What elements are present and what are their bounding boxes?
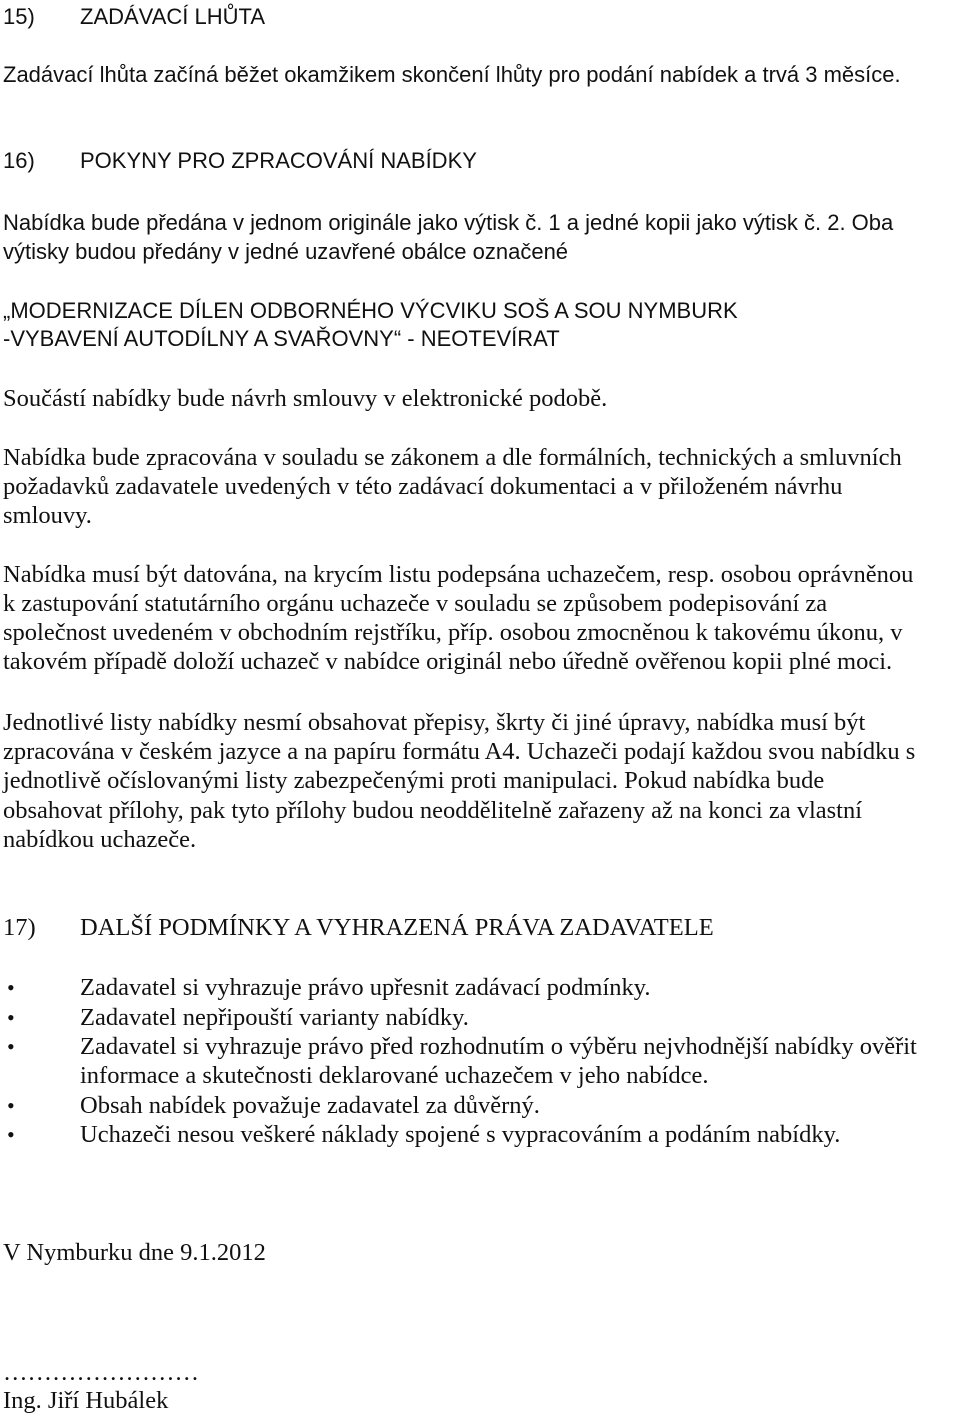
section-number: 17) xyxy=(3,914,36,941)
bullet-icon: • xyxy=(7,1034,15,1059)
bullet-icon: • xyxy=(7,1122,15,1147)
paragraph-line: smlouvy. xyxy=(3,502,92,529)
paragraph-line: nabídkou uchazeče. xyxy=(3,826,197,853)
list-item: Uchazeči nesou veškeré náklady spojené s vypracováním a podáním nabídky. xyxy=(80,1121,841,1148)
paragraph-line: společnost uvedeném v obchodním rejstříku, příp. osobou zmocněnou k takovému úkonu, v xyxy=(3,619,903,646)
envelope-label-line: „MODERNIZACE DÍLEN ODBORNÉHO VÝCVIKU SOŠ A SOU NYMBURK xyxy=(3,298,738,323)
list-item: Zadavatel si vyhrazuje právo upřesnit zadávací podmínky. xyxy=(80,974,651,1001)
section-title: DALŠÍ PODMÍNKY A VYHRAZENÁ PRÁVA ZADAVATELE xyxy=(80,914,714,941)
paragraph-line: Nabídka bude zpracována v souladu se zákonem a dle formálních, technických a smluvních xyxy=(3,444,902,471)
section-number: 15) xyxy=(3,4,35,29)
list-item: Zadavatel nepřipouští varianty nabídky. xyxy=(80,1004,469,1031)
section-title: ZADÁVACÍ LHŮTA xyxy=(80,4,265,29)
envelope-label-line: -VYBAVENÍ AUTODÍLNY A SVAŘOVNY“ - NEOTEVÍRAT xyxy=(3,326,560,351)
paragraph: Zadávací lhůta začíná běžet okamžikem skončení lhůty pro podání nabídek a trvá 3 měsíce. xyxy=(3,62,901,87)
section-title: POKYNY PRO ZPRACOVÁNÍ NABÍDKY xyxy=(80,148,477,173)
signature-line: …………………… xyxy=(3,1359,199,1386)
bullet-icon: • xyxy=(7,975,15,1000)
signer-name: Ing. Jiří Hubálek xyxy=(3,1387,169,1414)
paragraph-line: požadavků zadavatele uvedených v této zadávací dokumentaci a v přiloženém návrhu xyxy=(3,473,843,500)
paragraph-line: Nabídka bude předána v jednom originále jako výtisk č. 1 a jedné kopii jako výtisk č. 2. Oba xyxy=(3,210,894,235)
place-and-date: V Nymburku dne 9.1.2012 xyxy=(3,1239,266,1266)
list-item-continuation: informace a skutečnosti deklarované uchazečem v jeho nabídce. xyxy=(80,1062,709,1089)
bullet-icon: • xyxy=(7,1005,15,1030)
paragraph-line: Nabídka musí být datována, na krycím listu podepsána uchazečem, resp. osobou oprávněnou xyxy=(3,561,914,588)
paragraph-line: takovém případě doloží uchazeč v nabídce originál nebo úředně ověřenou kopii plné moci. xyxy=(3,648,893,675)
list-item: Zadavatel si vyhrazuje právo před rozhodnutím o výběru nejvhodnější nabídky ověřit xyxy=(80,1033,917,1060)
paragraph-line: výtisky budou předány v jedné uzavřené obálce označené xyxy=(3,239,569,264)
paragraph-line: zpracována v českém jazyce a na papíru formátu A4. Uchazeči podají každou svou nabídku s xyxy=(3,738,916,765)
list-item: Obsah nabídek považuje zadavatel za důvěrný. xyxy=(80,1092,540,1119)
paragraph-line: Jednotlivé listy nabídky nesmí obsahovat přepisy, škrty či jiné úpravy, nabídka musí být xyxy=(3,709,866,736)
paragraph-line: k zastupování statutárního orgánu uchazeče v souladu se způsobem podepisování za xyxy=(3,590,828,617)
paragraph: Součástí nabídky bude návrh smlouvy v elektronické podobě. xyxy=(3,385,608,412)
paragraph-line: obsahovat přílohy, pak tyto přílohy budou neoddělitelně zařazeny až na konci za vlastní xyxy=(3,797,863,824)
paragraph-line: jednotlivě očíslovanými listy zabezpečenými proti manipulaci. Pokud nabídka bude xyxy=(3,767,825,794)
bullet-icon: • xyxy=(7,1093,15,1118)
section-number: 16) xyxy=(3,148,35,173)
